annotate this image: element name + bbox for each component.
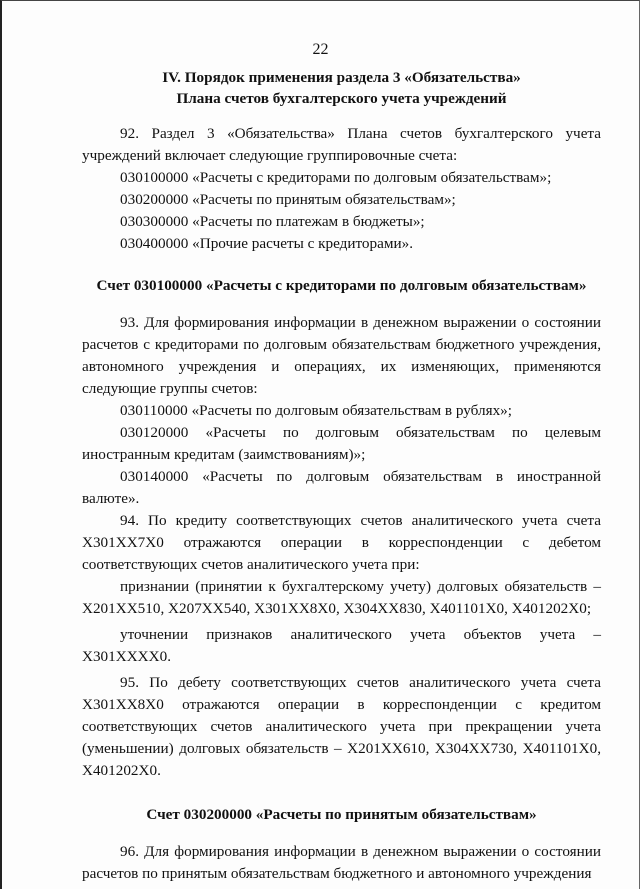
section-title-030200000: Счет 030200000 «Расчеты по принятым обязательствам» <box>146 806 537 823</box>
account-item-4: 030400000 «Прочие расчеты с кредиторами». <box>120 235 413 252</box>
paragraph-94-item-1: признании (принятии к бухгалтерскому учету) долговых обязательств – X201XX510, X207XX540, X301XX8X0, X304XX830, X401101X0, X401202X0; <box>82 578 601 617</box>
account-item-3: 030300000 «Расчеты по платежам в бюджеты»; <box>120 213 425 230</box>
paragraph-94-item-2: уточнении признаков аналитического учета объектов учета – X301XXXX0. <box>82 626 601 665</box>
chapter-heading-line2: Плана счетов бухгалтерского учета учреждений <box>176 90 507 107</box>
paragraph-92: 92. Раздел 3 «Обязательства» Плана счетов бухгалтерского учета учреждений включает следующие группировочные счета: <box>82 125 601 164</box>
account-item-2: 030200000 «Расчеты по принятым обязательствам»; <box>120 191 456 208</box>
section-title-030100000: Счет 030100000 «Расчеты с кредиторами по долговым обязательствам» <box>96 277 587 294</box>
page-number: 22 <box>312 41 329 58</box>
paragraph-94: 94. По кредиту соответствующих счетов аналитического учета счета X301XX7X0 отражаются операции в корреспонденции с дебетом соответствующих счетов аналитического учета при: <box>82 512 601 573</box>
page-content <box>82 67 601 885</box>
chapter-heading-line1: IV. Порядок применения раздела 3 «Обязательства» <box>162 69 521 86</box>
chapter-heading <box>82 67 601 109</box>
group-item-1: 030110000 «Расчеты по долговым обязательствам в рублях»; <box>120 402 512 419</box>
paragraph-95: 95. По дебету соответствующих счетов аналитического учета счета X301XX8X0 отражаются операции в корреспонденции с кредитом соответствующих счетов аналитического учета при прекращении учета (уменьшении) долговых обязательств – X201XX610, X304XX730, X401101X0, X401202X0. <box>82 674 601 779</box>
group-item-2: 030120000 «Расчеты по долговым обязательствам по целевым иностранным кредитам (заимствованиям)»; <box>82 424 601 463</box>
account-item-1: 030100000 «Расчеты с кредиторами по долговым обязательствам»; <box>120 169 552 186</box>
group-item-3: 030140000 «Расчеты по долговым обязательствам в иностранной валюте». <box>82 468 601 507</box>
paragraph-93: 93. Для формирования информации в денежном выражении о состоянии расчетов с кредиторами по долговым обязательствам бюджетного учреждения, автономного учреждения и операциях, их изменяющих, применяются следующие группы счетов: <box>82 314 601 397</box>
paragraph-96: 96. Для формирования информации в денежном выражении о состоянии расчетов по принятым обязательствам бюджетного и автономного учреждения <box>82 843 601 882</box>
